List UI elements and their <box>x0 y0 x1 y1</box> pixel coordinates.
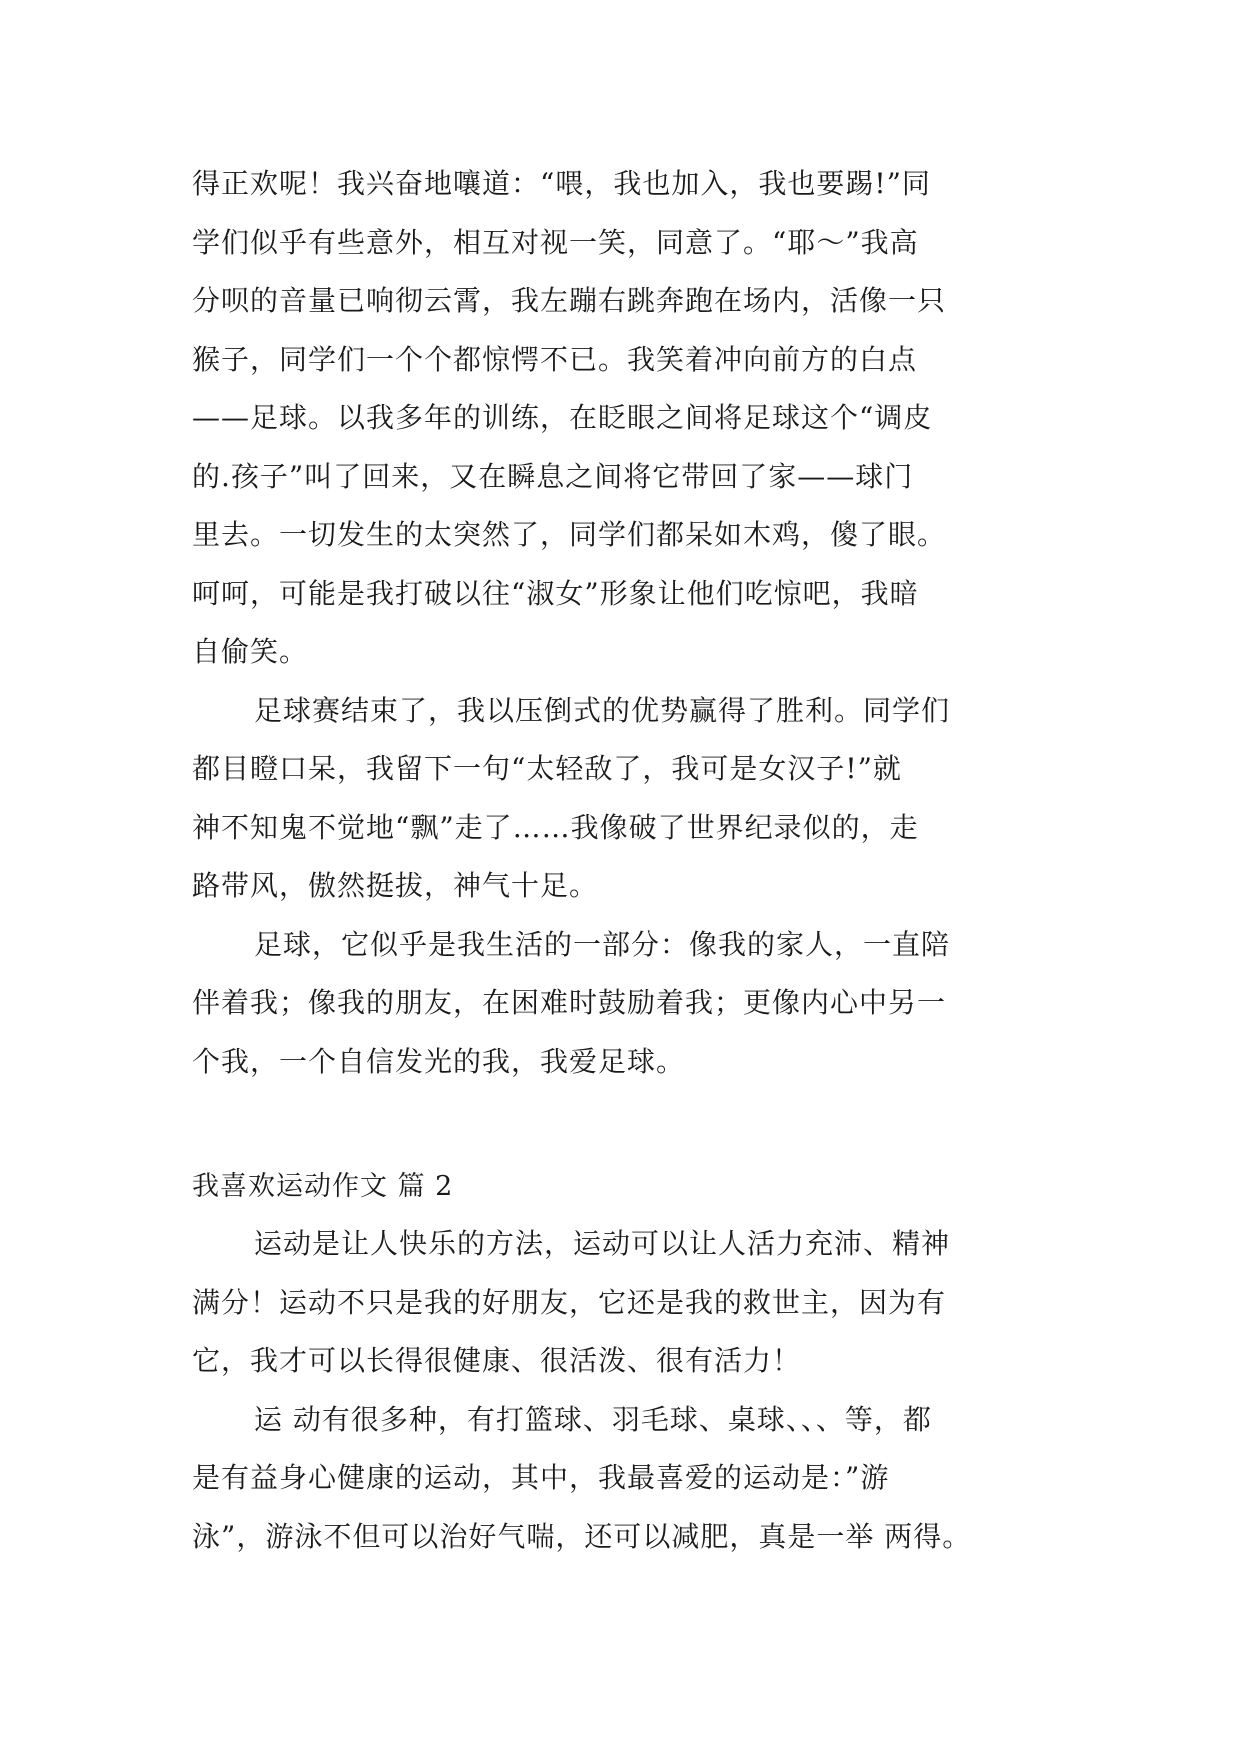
text-line: 里去。一切发生的太突然了，同学们都呆如木鸡，傻了眼。 <box>192 518 947 551</box>
text-line: 足球赛结束了，我以压倒式的优势赢得了胜利。同学们 <box>254 693 951 727</box>
text-line: 运动是让人快乐的方法，运动可以让人活力充沛、精神 <box>254 1227 951 1260</box>
text-line: 学们似乎有些意外，相互对视一笑，同意了。“耶～”我高 <box>192 225 919 259</box>
text-line: 神不知鬼不觉地“飘”走了……我像破了世界纪录似的，走 <box>192 810 919 844</box>
paragraph <box>192 682 1062 916</box>
text-line: 的.孩子”叫了回来，又在瞬息之间将它带回了家——球门 <box>192 459 914 493</box>
text-line: 运 动有很多种，有打篮球、羽毛球、桌球、、、等，都 <box>254 1402 932 1436</box>
text-line: 呵呵，可能是我打破以往“淑女”形象让他们吃惊吧，我暗 <box>192 576 919 610</box>
section-spacer <box>192 1091 1062 1159</box>
text-line: 它，我才可以长得很健康、很活泼、很有活力！ <box>192 1344 802 1377</box>
text-line: ——足球。以我多年的训练，在眨眼之间将足球这个“调皮 <box>192 401 933 434</box>
text-line: 路带风，傲然挺拔，神气十足。 <box>192 869 599 902</box>
paragraph <box>192 155 1062 682</box>
text-line: 泳”，游泳不但可以治好气喘，还可以减肥，真是一举 两得。 <box>192 1519 972 1553</box>
text-line: 自偷笑。 <box>192 635 309 668</box>
text-line: 是有益身心健康的运动，其中，我最喜爱的运动是：”游 <box>192 1461 890 1494</box>
section-heading: 我喜欢运动作文 篇 2 <box>192 1171 454 1202</box>
text-line: 个我，一个自信发光的我，我爱足球。 <box>192 1044 686 1078</box>
text-line: 都目瞪口呆，我留下一句“太轻敌了，我可是女汉子!”就 <box>192 752 902 785</box>
article-body <box>192 155 1062 1566</box>
paragraph <box>192 916 1062 1092</box>
text-line: 伴着我；像我的朋友，在困难时鼓励着我；更像内心中另一 <box>192 986 947 1019</box>
text-line: 分呗的音量已响彻云霄，我左蹦右跳奔跑在场内，活像一只 <box>192 284 947 317</box>
text-line: 足球，它似乎是我生活的一部分：像我的家人，一直陪 <box>254 927 951 961</box>
paragraph <box>192 1215 1062 1391</box>
text-line: 猴子，同学们一个个都惊愕不已。我笑着冲向前方的白点 <box>192 342 918 376</box>
text-line: 得正欢呢！我兴奋地嚷道：“喂，我也加入，我也要踢!”同 <box>192 167 931 200</box>
text-line: 满分！运动不只是我的好朋友，它还是我的救世主，因为有 <box>192 1285 947 1319</box>
paragraph <box>192 1391 1062 1567</box>
